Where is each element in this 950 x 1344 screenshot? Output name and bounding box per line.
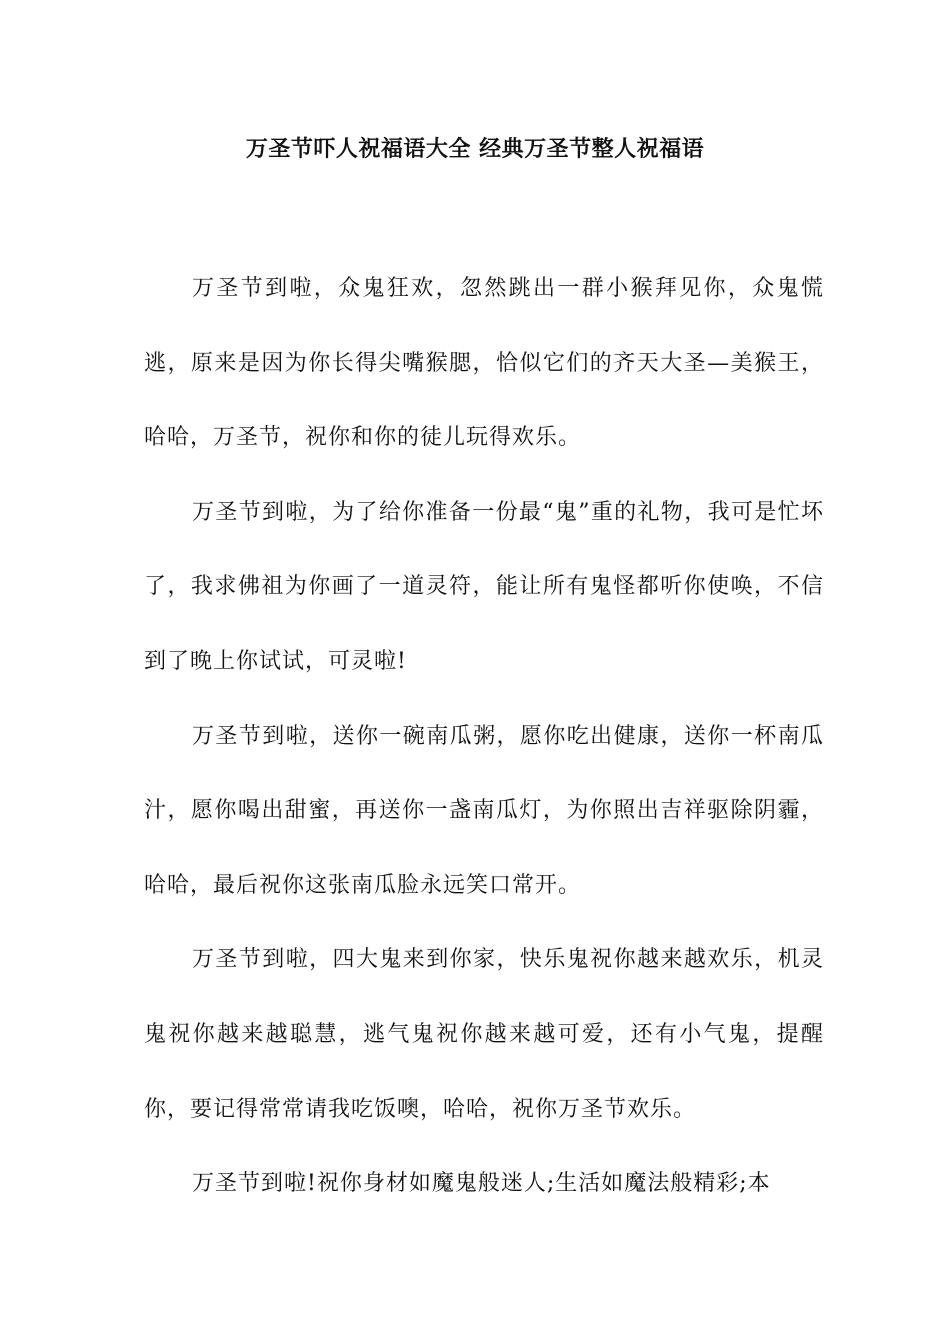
page-title: 万圣节吓人祝福语大全 经典万圣节整人祝福语 bbox=[245, 137, 705, 162]
paragraph-4: 万圣节到啦，四大鬼来到你家，快乐鬼祝你越来越欢乐，机灵鬼祝你越来越聪慧，逃气鬼祝你越来越可爱，还有小气鬼，提醒你，要记得常常请我吃饭噢，哈哈，祝你万圣节欢乐。 bbox=[144, 947, 824, 1122]
document-body bbox=[144, 252, 824, 1222]
paragraph-1: 万圣节到啦，众鬼狂欢，忽然跳出一群小猴拜见你，众鬼慌逃，原来是因为你长得尖嘴猴腮，恰似它们的齐天大圣—美猴王，哈哈，万圣节，祝你和你的徒儿玩得欢乐。 bbox=[144, 276, 824, 451]
paragraph-5: 万圣节到啦!祝你身材如魔鬼般迷人;生活如魔法般精彩;本 bbox=[192, 1171, 771, 1197]
paragraph-2: 万圣节到啦，为了给你准备一份最“鬼”重的礼物，我可是忙坏了，我求佛祖为你画了一道灵符，能让所有鬼怪都听你使唤，不信到了晚上你试试，可灵啦! bbox=[144, 499, 824, 674]
paragraph-3: 万圣节到啦，送你一碗南瓜粥，愿你吃出健康，送你一杯南瓜汁，愿你喝出甜蜜，再送你一盏南瓜灯，为你照出吉祥驱除阴霾，哈哈，最后祝你这张南瓜脸永远笑口常开。 bbox=[144, 723, 824, 898]
